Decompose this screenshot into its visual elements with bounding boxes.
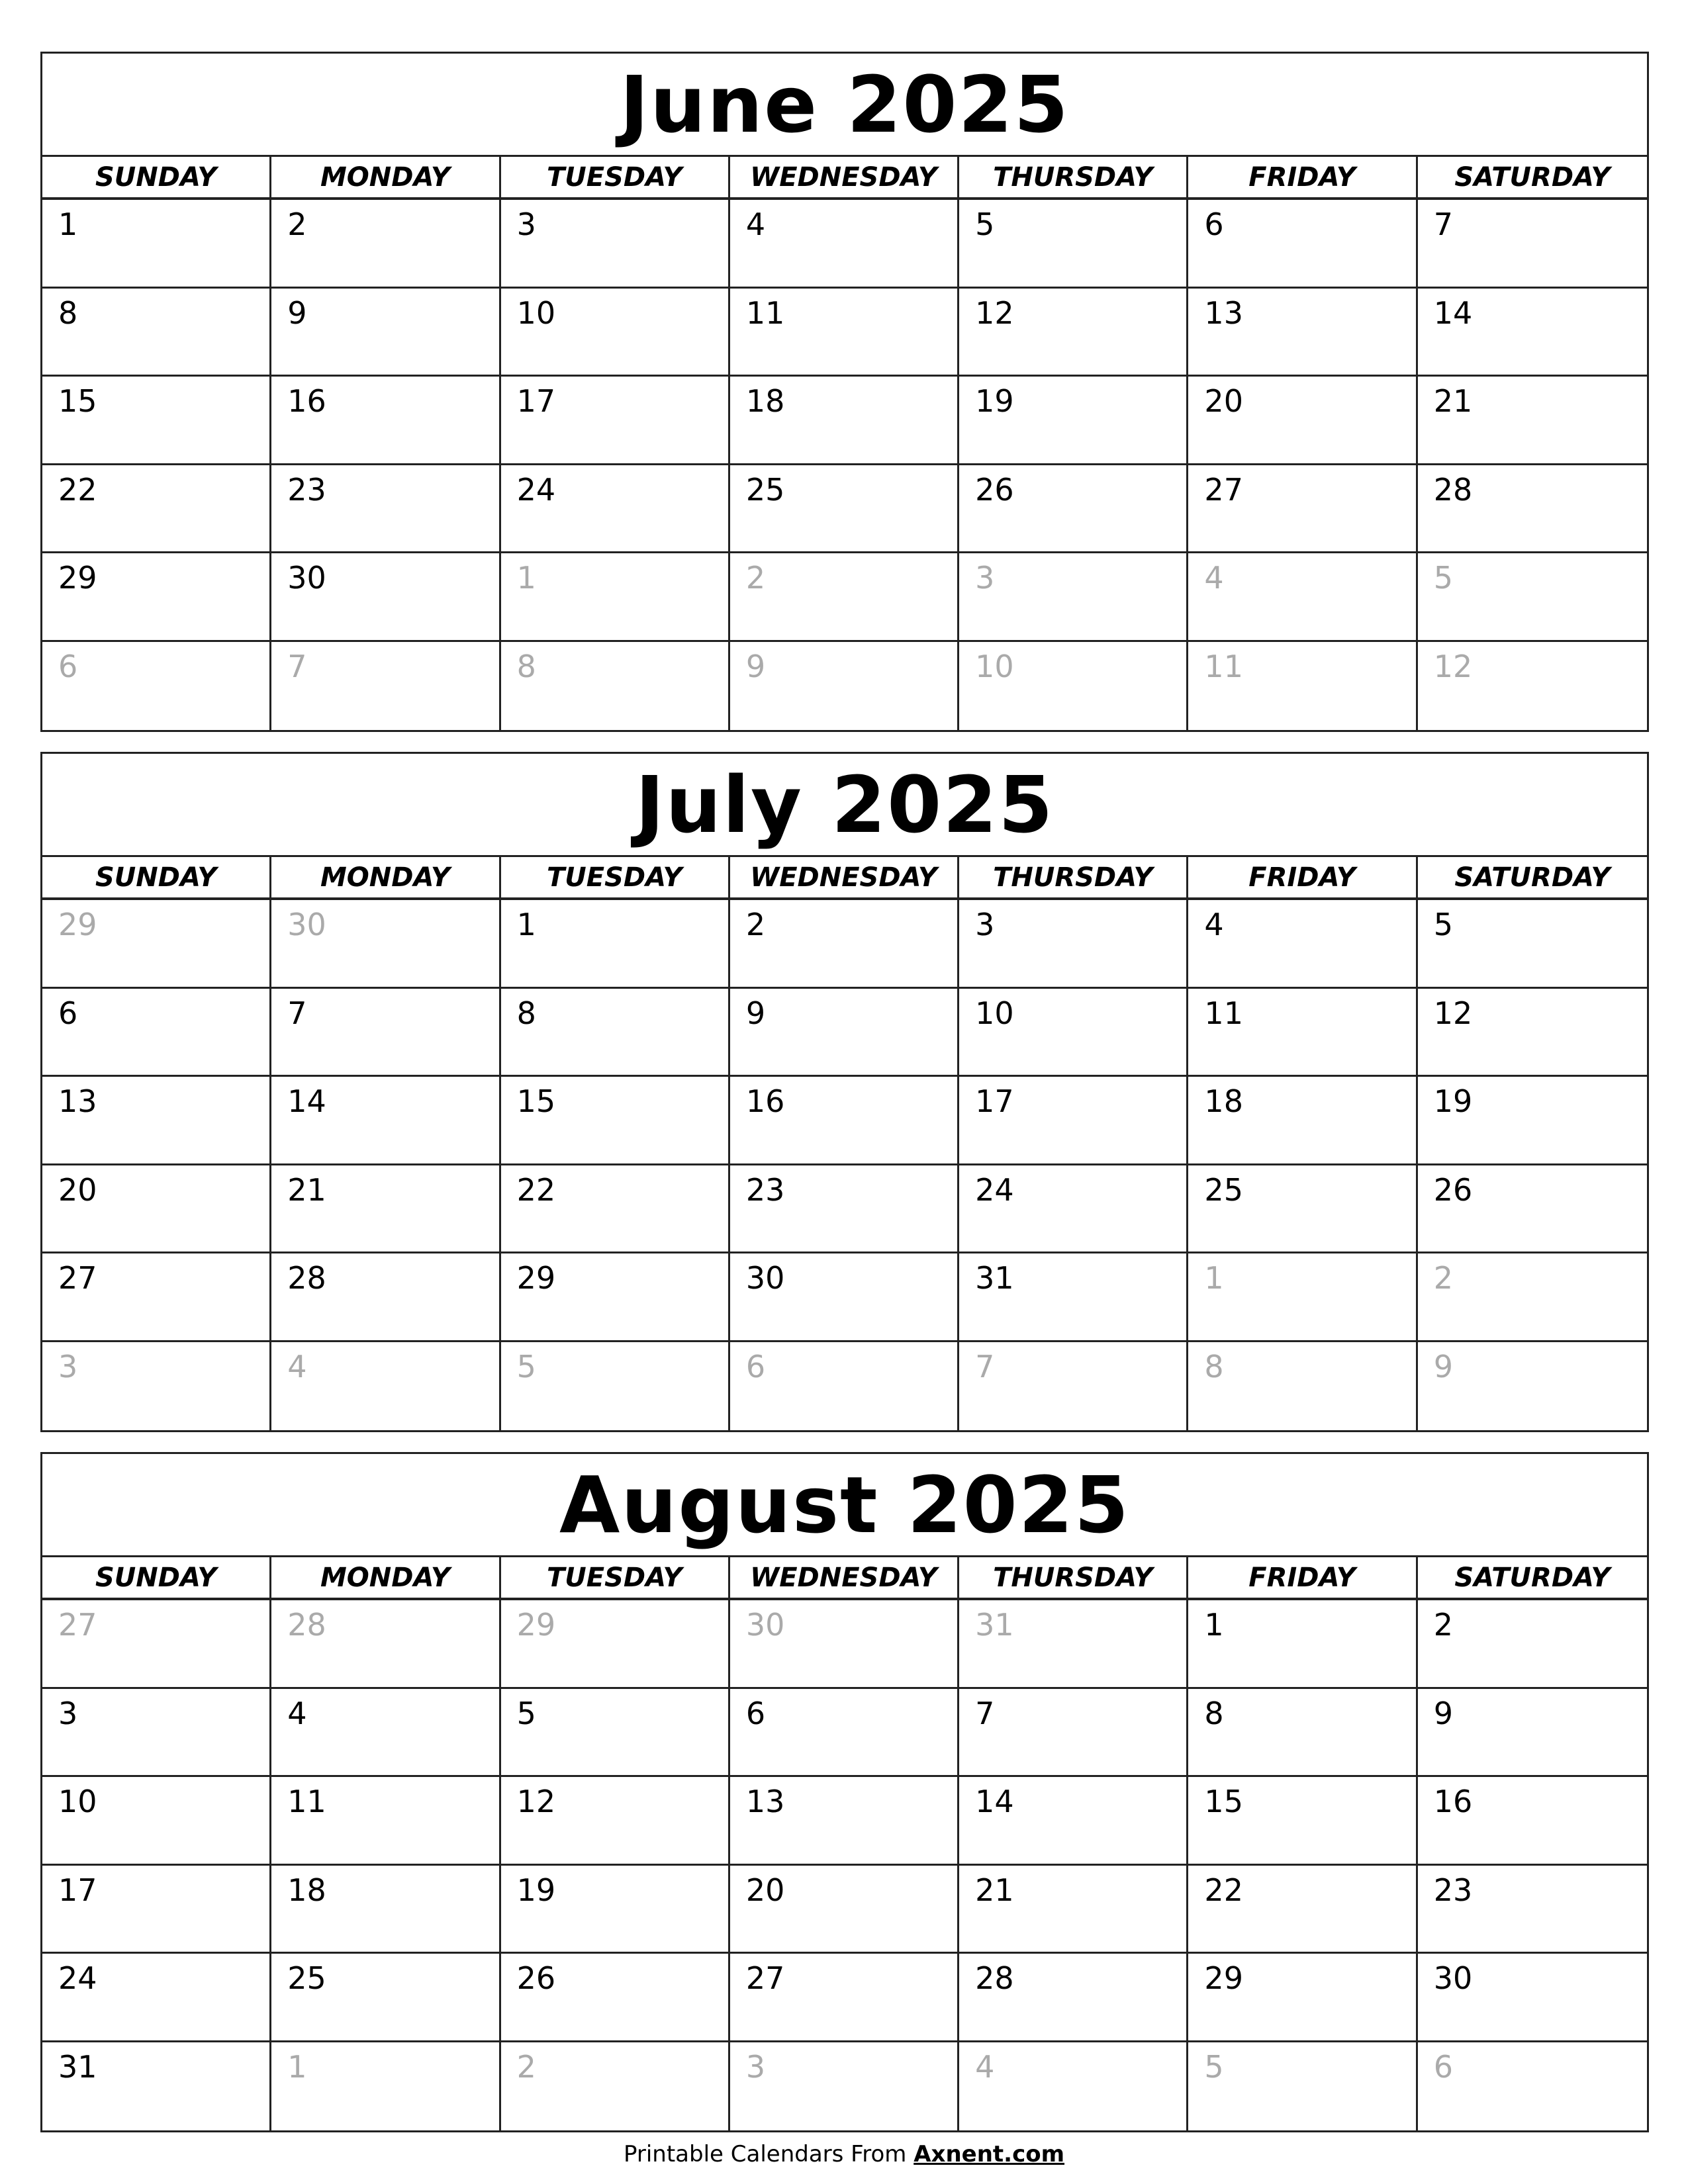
weekday-label: MONDAY [271,1557,500,1598]
day-cell: 28 [1418,465,1647,554]
day-cell: 20 [730,1866,959,1954]
day-cell: 27 [730,1954,959,2042]
day-cell: 24 [501,465,730,554]
day-cell: 21 [959,1866,1188,1954]
day-cell: 8 [501,989,730,1077]
month-title: June 2025 [42,54,1647,157]
day-cell-adjacent-month: 29 [501,1600,730,1689]
day-cell-adjacent-month: 3 [959,553,1188,642]
day-cell-adjacent-month: 8 [1188,1342,1417,1431]
day-cell: 13 [730,1777,959,1866]
day-cell-adjacent-month: 27 [42,1600,271,1689]
day-cell-adjacent-month: 1 [271,2042,500,2131]
weekday-label: TUESDAY [501,857,730,897]
day-cell-adjacent-month: 2 [501,2042,730,2131]
day-cell: 16 [730,1077,959,1165]
footer-site-link[interactable]: Axnent.com [914,2141,1065,2167]
month-block [40,752,1649,1432]
weekday-label: SUNDAY [42,857,271,897]
day-cell-adjacent-month: 11 [1188,642,1417,731]
day-cell: 16 [271,377,500,465]
day-cell: 11 [730,289,959,377]
day-cell: 22 [1188,1866,1417,1954]
day-cell: 2 [730,900,959,989]
day-cell: 10 [501,289,730,377]
day-cell-adjacent-month: 1 [501,553,730,642]
day-cell: 13 [1188,289,1417,377]
day-cell-adjacent-month: 7 [959,1342,1188,1431]
day-cell: 10 [959,989,1188,1077]
day-cell: 4 [1188,900,1417,989]
day-cell-adjacent-month: 8 [501,642,730,731]
day-cell: 5 [501,1689,730,1778]
day-cell: 24 [42,1954,271,2042]
day-cell: 17 [501,377,730,465]
day-cell: 22 [42,465,271,554]
day-cell: 26 [1418,1165,1647,1254]
day-cell: 28 [959,1954,1188,2042]
day-cell: 3 [42,1689,271,1778]
weekday-label: SUNDAY [42,157,271,197]
day-cell-adjacent-month: 10 [959,642,1188,731]
day-cell: 5 [1418,900,1647,989]
weekday-header-row [42,1557,1647,1600]
weekday-label: FRIDAY [1188,1557,1417,1598]
day-cell-adjacent-month: 6 [730,1342,959,1431]
day-cell-adjacent-month: 3 [42,1342,271,1431]
day-cell-adjacent-month: 4 [959,2042,1188,2131]
day-cell: 23 [730,1165,959,1254]
day-cell: 27 [42,1253,271,1342]
day-cell: 6 [42,989,271,1077]
day-cell: 21 [1418,377,1647,465]
day-cell-adjacent-month: 30 [730,1600,959,1689]
day-cell: 10 [42,1777,271,1866]
day-cell: 25 [271,1954,500,2042]
day-cell: 9 [730,989,959,1077]
day-grid [42,900,1647,1430]
weekday-label: WEDNESDAY [730,857,959,897]
day-cell-adjacent-month: 5 [1418,553,1647,642]
day-cell: 18 [1188,1077,1417,1165]
weekday-label: THURSDAY [959,1557,1188,1598]
day-cell: 14 [959,1777,1188,1866]
day-cell: 23 [1418,1866,1647,1954]
month-block [40,52,1649,732]
day-cell: 2 [1418,1600,1647,1689]
day-cell: 18 [271,1866,500,1954]
day-cell: 15 [1188,1777,1417,1866]
day-cell: 11 [1188,989,1417,1077]
day-cell-adjacent-month: 5 [1188,2042,1417,2131]
day-cell: 30 [730,1253,959,1342]
day-cell: 5 [959,200,1188,289]
weekday-label: FRIDAY [1188,157,1417,197]
weekday-header-row [42,157,1647,200]
day-cell: 17 [42,1866,271,1954]
weekday-label: THURSDAY [959,157,1188,197]
day-cell-adjacent-month: 28 [271,1600,500,1689]
month-block [40,1452,1649,2132]
day-cell: 8 [42,289,271,377]
weekday-label: TUESDAY [501,157,730,197]
month-title: August 2025 [42,1454,1647,1557]
day-cell: 24 [959,1165,1188,1254]
weekday-label: SATURDAY [1454,161,1611,193]
weekday-header-row [42,857,1647,900]
day-cell-adjacent-month: 9 [1433,1348,1453,1385]
day-cell: 18 [730,377,959,465]
day-cell: 9 [271,289,500,377]
day-cell: 20 [42,1165,271,1254]
day-cell: 27 [1188,465,1417,554]
day-cell: 3 [501,200,730,289]
day-cell: 23 [271,465,500,554]
day-cell: 25 [1188,1165,1417,1254]
day-cell: 1 [42,200,271,289]
day-cell: 20 [1188,377,1417,465]
day-cell: 31 [959,1253,1188,1342]
day-cell: 12 [1418,989,1647,1077]
day-cell: 14 [271,1077,500,1165]
day-cell: 25 [730,465,959,554]
footer-prefix: Printable Calendars From [623,2141,914,2167]
day-cell: 3 [959,900,1188,989]
weekday-label: SATURDAY [1454,1562,1611,1593]
day-cell: 4 [730,200,959,289]
day-cell: 19 [501,1866,730,1954]
day-grid [42,200,1647,730]
day-cell: 7 [271,989,500,1077]
day-grid [42,1600,1647,2130]
weekday-label: MONDAY [271,857,500,897]
day-cell: 15 [501,1077,730,1165]
day-cell: 12 [501,1777,730,1866]
day-cell: 4 [271,1689,500,1778]
day-cell: 19 [1418,1077,1647,1165]
day-cell-adjacent-month: 6 [1433,2048,1453,2085]
day-cell-adjacent-month: 7 [271,642,500,731]
day-cell: 29 [42,553,271,642]
day-cell-adjacent-month: 31 [959,1600,1188,1689]
day-cell-adjacent-month: 4 [271,1342,500,1431]
day-cell: 8 [1188,1689,1417,1778]
day-cell: 14 [1418,289,1647,377]
day-cell: 15 [42,377,271,465]
day-cell: 31 [42,2042,271,2131]
weekday-label: WEDNESDAY [730,157,959,197]
day-cell: 6 [1188,200,1417,289]
day-cell: 26 [501,1954,730,2042]
day-cell: 13 [42,1077,271,1165]
day-cell-adjacent-month: 4 [1188,553,1417,642]
day-cell: 29 [1188,1954,1417,2042]
day-cell: 26 [959,465,1188,554]
day-cell-adjacent-month: 6 [42,642,271,731]
day-cell: 21 [271,1165,500,1254]
day-cell-adjacent-month: 9 [730,642,959,731]
weekday-label: WEDNESDAY [730,1557,959,1598]
day-cell: 12 [959,289,1188,377]
weekday-label: MONDAY [271,157,500,197]
footer-credit [0,2141,1688,2167]
weekday-label: SUNDAY [42,1557,271,1598]
weekday-label: SATURDAY [1454,862,1611,893]
day-cell: 30 [271,553,500,642]
day-cell: 19 [959,377,1188,465]
day-cell-adjacent-month: 2 [1418,1253,1647,1342]
day-cell: 2 [271,200,500,289]
day-cell-adjacent-month: 30 [271,900,500,989]
day-cell: 17 [959,1077,1188,1165]
day-cell: 11 [271,1777,500,1866]
day-cell: 9 [1418,1689,1647,1778]
weekday-label: FRIDAY [1188,857,1417,897]
day-cell-adjacent-month: 2 [730,553,959,642]
day-cell: 1 [501,900,730,989]
day-cell: 7 [959,1689,1188,1778]
day-cell-adjacent-month: 29 [42,900,271,989]
day-cell-adjacent-month: 3 [730,2042,959,2131]
weekday-label: TUESDAY [501,1557,730,1598]
weekday-label: THURSDAY [959,857,1188,897]
month-title: July 2025 [42,754,1647,857]
day-cell: 6 [730,1689,959,1778]
day-cell: 1 [1188,1600,1417,1689]
day-cell-adjacent-month: 12 [1433,648,1473,684]
day-cell: 29 [501,1253,730,1342]
day-cell: 16 [1418,1777,1647,1866]
day-cell: 30 [1418,1954,1647,2042]
day-cell: 7 [1418,200,1647,289]
day-cell: 22 [501,1165,730,1254]
day-cell-adjacent-month: 1 [1188,1253,1417,1342]
day-cell-adjacent-month: 5 [501,1342,730,1431]
day-cell: 28 [271,1253,500,1342]
